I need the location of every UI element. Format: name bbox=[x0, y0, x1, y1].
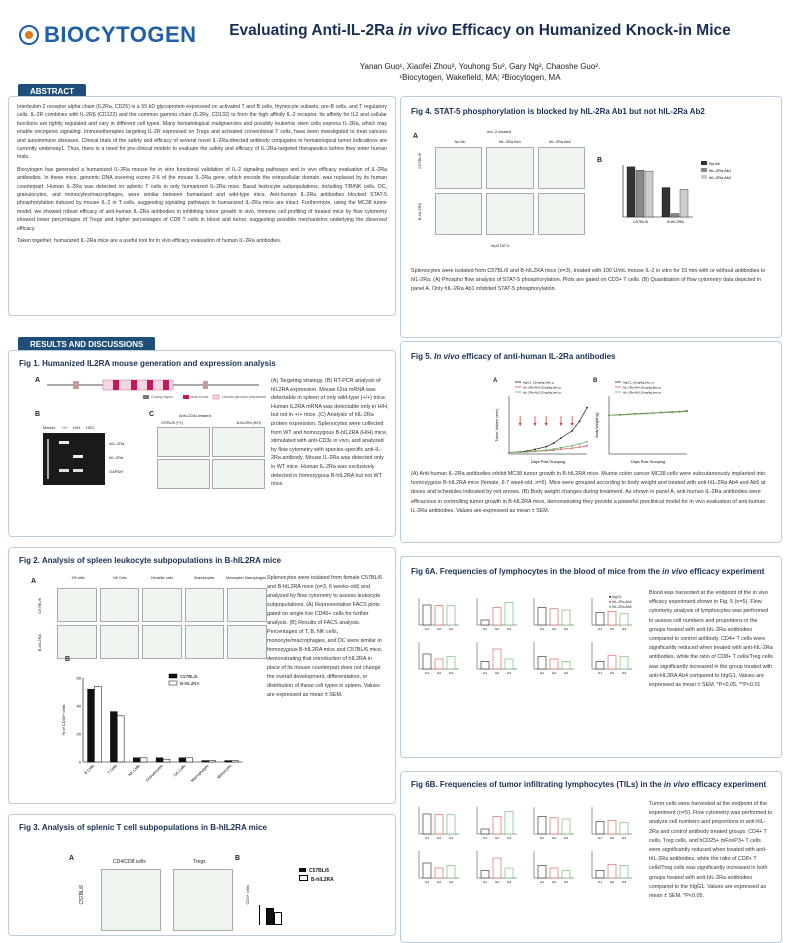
bar bbox=[671, 214, 679, 217]
data-point bbox=[619, 414, 621, 416]
data-point bbox=[571, 447, 573, 449]
group-label: G2 bbox=[494, 627, 499, 631]
category-label: DC Cells bbox=[173, 763, 187, 778]
fig3-title: Fig 3. Analysis of splenic T cell subpopulations in B-hIL2RA mice bbox=[19, 823, 267, 832]
bar bbox=[232, 761, 239, 762]
fig4-panel-b-label: B bbox=[597, 157, 603, 164]
group-label: G1 bbox=[424, 671, 430, 675]
fig3-row-label: C57BL/6 bbox=[79, 885, 85, 905]
y-tick-label: 60 bbox=[76, 675, 81, 681]
data-point bbox=[571, 430, 573, 432]
fig5-panel-a-label: A bbox=[493, 378, 498, 384]
fig2-caption: Splenocytes were isolated from female C57BL/6 and B-hIL2RA mice (n=3, 6 weeks-old) and analyzed by flow cytometry to assess leukocyte subpopulations. (A) Representative FACS plots gated on single live CD45+ cells for further analysis. (B) Results of FACS analysis. Percentages of T, B, NK cells, monocyte/macrophages, and DC were similar in homozygous B-hIL2RA mice and C57BL/6 mice, demonstrating that introduction of hIL2RA in place of its mouse counterpart does not change the overall development, differentiation, or distribution of these cell types in spleen. Values are expressed as mean ± SEM. bbox=[267, 575, 383, 698]
group-label: G1 bbox=[424, 627, 430, 631]
fig1-panel-a-label: A bbox=[35, 377, 41, 384]
legend-label: hIL-2Ra Ab5,10mg/kg,biw,i.p. bbox=[523, 390, 563, 395]
fig5-body-weight-chart bbox=[593, 376, 693, 468]
dosing-arrowhead bbox=[534, 423, 537, 426]
abstract-panel bbox=[8, 96, 396, 316]
bar bbox=[562, 871, 570, 879]
group-label: G3 bbox=[506, 627, 511, 631]
authors: Yanan Guo¹, Xiaofei Zhou², Youhong Su², Gary Ng², Chaoshe Guo². bbox=[359, 62, 601, 71]
legend-swatch bbox=[701, 168, 707, 172]
authors-block bbox=[180, 61, 780, 83]
group-label: G1 bbox=[424, 836, 430, 840]
group-label: G3 bbox=[506, 880, 511, 884]
data-point bbox=[508, 452, 510, 454]
mini-bar-chart bbox=[584, 639, 634, 677]
group-label: G2 bbox=[494, 836, 499, 840]
flow-plot bbox=[142, 588, 182, 622]
group-label: G2 bbox=[494, 671, 499, 675]
legend-label: hIgG1, 10mg/kg,biw,i.p. bbox=[623, 380, 655, 385]
fig6b-caption: Tumor cells were harvested at the endpoint of the experiment (n=5). Flow cytometry was performed to analyze cell numbers and proportions in anti-hIL-2Ra and control antibody treated groups. CD4+ T cells, Treg cells, and hCD25+ mFoxP3+ T cells were significantly reduced when treated with anti-hIL-2Ra antibodies, while the ratio of CD8+ T cells/Treg cells was significantly increased in both groups treated with anti-hIL-2Ra antibodies compared to the hIgG1. Values are expressed as mean ± SEM. *P<0.05, bbox=[649, 801, 773, 900]
group-label: G2 bbox=[551, 836, 557, 840]
bar bbox=[209, 761, 216, 762]
fig1-gel-row-labels: mIL-2Ra hIL-2Ra GAPDH bbox=[109, 441, 125, 474]
bar bbox=[596, 822, 604, 835]
data-point bbox=[653, 412, 655, 414]
y-tick-label: 40 bbox=[76, 703, 81, 709]
data-point bbox=[660, 412, 662, 414]
abstract-p2: Biocytogen has generated a humanized IL-2Ra mouse for in vitro functional validation of IL-2 signaling pathways and in vivo efficacy evaluation of IL-2Ra antibodies. In these mice, genomic DNA covering exons 2-6 of the mouse IL-2Ra gene, which encode the extracellular domain, was replaced by its human counterpart. Human IL-2Ra was detected on splenic T cells in only humanized IL-2Ra mice. Basal leukocyte subpopulations, including T/B/NK cells, DC, granulocytes, and monocytes/macrophages, were similar between humanized and wild-type mice. Anti-human IL-2Ra antibodies blocked STAT-5 phosphorylation induced by mouse IL-2 in T cells, suggesting signaling pathways in humanized IL-2Ra mice are intact. Furthermore, using the MC38 tumor model, we showed robust efficacy of anti-human IL-2Ra antibodies in inhibiting tumor growth in vivo. Immune cell profiling of treated mice by flow cytometry showed lower percentages of Tregs and higher percentages of CD8 T cells in blood and tumor, suggesting possible mechanisms underlying the observed efficacy. bbox=[17, 166, 387, 232]
group-label: G2 bbox=[609, 836, 614, 840]
biocytogen-logo-icon bbox=[18, 24, 40, 46]
logo-text: BIOCYTOGEN bbox=[44, 22, 197, 47]
mini-bar-chart bbox=[526, 639, 576, 677]
fig2-row-label-2: B-hIL2RA bbox=[37, 634, 42, 652]
bar bbox=[562, 662, 570, 670]
fig3-bar-area bbox=[259, 905, 290, 925]
group-label: G3 bbox=[448, 836, 454, 840]
fig3-bar bbox=[266, 908, 274, 925]
group-label: G3 bbox=[563, 836, 569, 840]
group-label: G3 bbox=[563, 880, 569, 884]
bar bbox=[481, 662, 489, 670]
fig5-panel-b-label: B bbox=[593, 378, 598, 384]
fig3-label-tregs: Tregs bbox=[193, 859, 206, 865]
affiliations: ¹Biocytogen, Wakefield, MA; ²Biocytogen, MA bbox=[399, 73, 561, 82]
y-tick-label: 0 bbox=[78, 759, 81, 765]
category-label: Granulocytes bbox=[145, 763, 164, 783]
bar bbox=[645, 171, 653, 217]
fig4-title: Fig 4. STAT-5 phosphorylation is blocked by hIL-2Ra Ab1 but not hIL-2Ra Ab2 bbox=[411, 107, 705, 116]
flow-plot bbox=[185, 625, 225, 659]
bar bbox=[636, 170, 644, 217]
bar bbox=[225, 761, 232, 762]
group-label: G1 bbox=[539, 671, 545, 675]
fig6b-panel bbox=[400, 771, 782, 943]
dosing-arrowhead bbox=[560, 423, 563, 426]
group-label: G1 bbox=[597, 627, 602, 631]
category-label: C57BL/6 bbox=[633, 220, 648, 224]
data-point bbox=[553, 442, 555, 444]
bar bbox=[423, 605, 431, 625]
fig2-row-label-1: C57BL/6 bbox=[37, 598, 42, 614]
fig5-title: Fig 5. In vivo efficacy of anti-human IL-2Ra antibodies bbox=[411, 352, 616, 361]
bar bbox=[505, 603, 513, 626]
fig1-flow-col-labels: C57BL/6 (+/+) B-hIL2RA (H/H) bbox=[161, 421, 261, 425]
bar bbox=[110, 712, 117, 762]
group-label: G1 bbox=[597, 880, 602, 884]
bar bbox=[620, 823, 628, 834]
group-label: G2 bbox=[436, 627, 442, 631]
flow-plot bbox=[486, 193, 533, 235]
fig4-col-labels: No Ab hIL-2Ra Ab1 hIL-2Ra Ab2 bbox=[454, 139, 572, 144]
bar bbox=[447, 606, 455, 625]
bar bbox=[620, 657, 628, 670]
data-point bbox=[534, 450, 536, 452]
mini-bar-chart bbox=[526, 848, 576, 886]
data-point bbox=[579, 420, 581, 422]
bar bbox=[481, 620, 489, 625]
data-point bbox=[586, 441, 588, 443]
bar bbox=[435, 606, 443, 626]
bar bbox=[680, 189, 688, 217]
group-label: G3 bbox=[448, 880, 454, 884]
bar bbox=[493, 649, 501, 669]
flow-plot bbox=[100, 588, 140, 622]
y-axis-label: % of CD45+ cells bbox=[61, 704, 66, 736]
fig2-panel-a-label: A bbox=[31, 578, 37, 585]
flow-plot bbox=[157, 427, 210, 457]
data-point bbox=[560, 437, 562, 439]
bar bbox=[88, 689, 95, 762]
bar bbox=[620, 614, 628, 625]
bar bbox=[596, 662, 604, 670]
bar bbox=[620, 866, 628, 879]
data-point bbox=[553, 448, 555, 450]
mini-bar-chart bbox=[469, 639, 519, 677]
poster-title: Evaluating Anti-IL-2Ra in vivo Efficacy on Humanized Knock-in Mice bbox=[229, 22, 731, 39]
fig4-panel bbox=[400, 96, 782, 338]
group-label: G2 bbox=[436, 671, 442, 675]
bar bbox=[662, 188, 670, 217]
y-axis-label: Body Weight (g) bbox=[595, 412, 599, 438]
bar bbox=[505, 868, 513, 878]
flow-plot bbox=[538, 193, 585, 235]
y-tick-label: 20 bbox=[76, 731, 81, 737]
fig5-caption: (A) Anti-human IL-2Ra antibodies inhibit MC38 tumor growth in B-hIL2RA mice. Murine colon cancer MC38 cells were subcutaneously implanted into homozygous B-hIL2RA mice (female, 6-7 week-old, n=5). Mice were grouped according to body weight and treated with anti-hIL-2Ra Ab4 and Ab5 at doses and schedules indicated by red arrows. (B) Body weight changes during treatment. As shown in panel A, anti-human IL-2Ra antibodies were efficacious in controlling tumor growth in B-hIL2RA mice, demonstrating they provide a powerful preclinical model for in vivo evaluation of anti-human IL-2Ra antibodies. Values are expressed as mean ± SEM. bbox=[411, 471, 766, 514]
fig3-panel-b-label: B bbox=[235, 855, 241, 862]
category-label: B Cells bbox=[83, 763, 96, 776]
legend-swatch bbox=[169, 681, 177, 685]
bar bbox=[156, 758, 163, 762]
data-point bbox=[686, 410, 688, 412]
bar bbox=[538, 608, 546, 626]
group-label: G2 bbox=[436, 836, 442, 840]
data-point bbox=[527, 451, 529, 453]
fig4-subheader: mIL-2-treated bbox=[487, 129, 512, 134]
group-label: G1 bbox=[482, 880, 487, 884]
bar bbox=[608, 820, 616, 834]
group-label: G3 bbox=[621, 836, 626, 840]
data-point bbox=[634, 413, 636, 415]
fig1-flow-title: Anti-CD3ε-treated bbox=[179, 413, 211, 418]
fig2-panel bbox=[8, 547, 396, 804]
flow-plot bbox=[57, 588, 97, 622]
fig6b-mini-chart-grid bbox=[411, 804, 635, 886]
group-label: G1 bbox=[424, 880, 430, 884]
bar bbox=[179, 758, 186, 762]
legend-label: hIL-2Ra Ab4,10mg/kg,biw,i.p. bbox=[623, 385, 663, 390]
flow-plot bbox=[227, 588, 267, 622]
mini-bar-chart bbox=[469, 848, 519, 886]
logo bbox=[18, 22, 197, 48]
fig3-panel bbox=[8, 814, 396, 936]
flow-plot bbox=[212, 427, 265, 457]
bar bbox=[163, 759, 170, 762]
results-heading: RESULTS AND DISCUSSIONS bbox=[18, 337, 155, 352]
bar bbox=[505, 812, 513, 835]
fig6a-caption: Blood was harvested at the endpoint of the in vivo efficacy experiment shown in Fig. 5 (n=5). Flow cytometry analysis of lymphocytes was performed to assess cell numbers and proportions in the groups treated with anti-hIL-2Ra antibodies compared to control antibody. CD4+ T cells were significantly reduced when treated with anti-hIL-2Ra antibodies, while the ratio of CD8+ T cells/Treg cells was significantly increased in the group treated with anti-hIL2RA Ab4 compared to hIgG1. Values are expressed as mean ± SEM. *P<0.05, **P<0.01 bbox=[649, 590, 773, 689]
flow-plot bbox=[142, 625, 182, 659]
group-label: G1 bbox=[597, 671, 602, 675]
mini-bar-chart bbox=[411, 595, 461, 633]
fig6a-mini-chart-grid bbox=[411, 595, 635, 677]
fig6a-legend: ■ hIgG1 ■ hIL-2Ra Ab4 ■ hIL-2Ra Ab5 bbox=[609, 595, 632, 609]
bar bbox=[423, 814, 431, 834]
bar bbox=[608, 864, 616, 878]
bar bbox=[423, 654, 431, 669]
mini-bar-chart bbox=[584, 848, 634, 886]
bar bbox=[550, 659, 558, 669]
bar bbox=[435, 815, 443, 835]
data-point bbox=[545, 446, 547, 448]
mini-bar-chart bbox=[469, 595, 519, 633]
fig3-legend: C57BL/6 B-hIL2RA bbox=[299, 867, 334, 884]
legend-swatch bbox=[701, 161, 707, 165]
legend-label: hIL-2Ra Ab5,10mg/kg,biw,i.p. bbox=[623, 390, 663, 395]
mini-bar-chart bbox=[411, 639, 461, 677]
fig4-xlabel: mpSTAT-5 bbox=[491, 243, 510, 248]
fig1-panel bbox=[8, 350, 396, 537]
fig6b-title: Fig 6B. Frequencies of tumor infiltrating lymphocytes (TILs) in the in vivo efficacy experiment bbox=[411, 780, 767, 789]
bar bbox=[562, 819, 570, 834]
bar bbox=[447, 866, 455, 879]
fig2-flow-col-labels: T/B cells NK Cells Dendritic cells Granulocytes Monocytes/ Macrophages bbox=[71, 576, 267, 580]
abstract-heading: ABSTRACT bbox=[18, 84, 86, 99]
flow-plot bbox=[486, 147, 533, 189]
bar bbox=[550, 609, 558, 625]
fig3-label-cd4cd8: CD4/CD8 cells bbox=[113, 859, 146, 865]
category-label: Macrophages bbox=[190, 763, 210, 783]
category-label: NK Cells bbox=[127, 763, 141, 778]
fig6a-title: Fig 6A. Frequencies of lymphocytes in the blood of mice from the in vivo efficacy experiment bbox=[411, 567, 765, 576]
bar bbox=[493, 608, 501, 626]
group-label: G3 bbox=[563, 627, 569, 631]
bar bbox=[550, 868, 558, 878]
fig5-tumor-volume-chart bbox=[493, 376, 593, 468]
group-label: G2 bbox=[551, 671, 557, 675]
bar bbox=[117, 716, 124, 762]
fig6a-panel bbox=[400, 556, 782, 758]
abstract-p1: Interleukin-2 receptor alpha chain (IL2Ra, CD25) is a 55 kD glycoprotein expressed on activated T and B cells, thymocyte subsets, pre-B cells, and T regulatory cells. IL-2R combines with IL-2Rβ (CD122) and the common gamma chain (IL2Rγ, CD132) to form the high affinity IL-2 receptor. Its affinity for IL2 and cellular functions are tightly regulated and vary in different cell types. Many hematological malignancies and possibly leukemic stem cells express IL-2Ra, which may enable oncogenic signaling. Immunotherapies targeting IL-2R expressed on Tregs and activated conventional T cells, have been investigated to treat cancers and autoimmune diseases. Clinical trials of the safety and efficacy of several novel IL-2Ra-directed antibody conjugates in hematological tumor indications are currently underway1. Thus, there is a need for pre-clinical models to evaluate the safety and efficacy of IL-2Ra-targeted therapeutics before they enter human trials. bbox=[17, 104, 387, 161]
fig2-panel-b-label: B bbox=[65, 656, 71, 663]
fig4-caption: Splenocytes were isolated from C57BL/6 and B-hIL2RA mice (n=3), treated with 100 U/mL mouse IL-2 in vitro for 15 min with or without antibodies to hIL-2Ra. (A) Phospho flow analysis of STAT-5 phosphorylation. Plots are gated on CD3+ T cells. (B) Quantitation of flow cytometry data depicted in panel A. Only hIL-2Ra Ab1 inhibited STAT-5 phosphorylation. bbox=[411, 268, 766, 293]
bar bbox=[447, 815, 455, 834]
dosing-arrowhead bbox=[519, 423, 522, 426]
bar bbox=[447, 657, 455, 670]
bar bbox=[133, 758, 140, 762]
group-label: G3 bbox=[448, 627, 454, 631]
flow-plot bbox=[185, 588, 225, 622]
fig4-row-label-2: B-hIL2RA bbox=[417, 203, 422, 221]
dosing-arrowhead bbox=[545, 423, 548, 426]
group-label: G2 bbox=[494, 880, 499, 884]
mini-bar-chart bbox=[411, 804, 461, 842]
group-label: G1 bbox=[539, 880, 545, 884]
data-point bbox=[679, 411, 681, 413]
fig1-panel-b-label: B bbox=[35, 411, 41, 418]
group-label: G2 bbox=[609, 671, 614, 675]
category-label: B-hIL2RA bbox=[667, 220, 684, 224]
group-label: G3 bbox=[563, 671, 569, 675]
bar bbox=[493, 817, 501, 835]
data-point bbox=[627, 414, 629, 416]
fig2-bar-chart bbox=[59, 666, 259, 796]
category-label: Monocytes bbox=[216, 763, 233, 780]
group-label: G3 bbox=[506, 671, 511, 675]
flow-plot bbox=[157, 459, 210, 489]
data-point bbox=[645, 413, 647, 415]
mini-bar-chart bbox=[411, 848, 461, 886]
fig1-panel-c-label: C bbox=[149, 411, 155, 418]
flow-plot bbox=[538, 147, 585, 189]
series-line bbox=[509, 408, 587, 453]
data-point bbox=[571, 445, 573, 447]
dosing-arrowhead bbox=[571, 423, 574, 426]
group-label: G2 bbox=[609, 627, 614, 631]
group-label: G1 bbox=[482, 671, 487, 675]
flow-plot bbox=[57, 625, 97, 659]
group-label: G1 bbox=[539, 836, 545, 840]
flow-plot bbox=[227, 625, 267, 659]
data-point bbox=[560, 448, 562, 450]
category-label: T Cells bbox=[106, 763, 118, 776]
bar bbox=[140, 758, 147, 762]
bar bbox=[186, 758, 193, 762]
legend-label: hIL-2Ra Ab4,10mg/kg,biw,i.p. bbox=[523, 385, 563, 390]
data-point bbox=[579, 446, 581, 448]
legend-label: No Ab bbox=[709, 161, 720, 166]
fig4-panel-a-label: A bbox=[413, 133, 419, 140]
data-point bbox=[519, 451, 521, 453]
bar bbox=[493, 858, 501, 878]
legend-label: hIL-2Ra Ab2 bbox=[709, 175, 732, 180]
bar bbox=[562, 610, 570, 625]
fig4-flow-grid bbox=[435, 147, 585, 235]
bar bbox=[538, 866, 546, 879]
data-point bbox=[586, 445, 588, 447]
bar bbox=[505, 659, 513, 669]
fig3-panel-a-label: A bbox=[69, 855, 75, 862]
bar bbox=[94, 686, 101, 762]
group-label: G3 bbox=[621, 671, 626, 675]
bar bbox=[608, 611, 616, 625]
group-label: G3 bbox=[621, 627, 626, 631]
legend-label: C57BL/6 bbox=[180, 674, 198, 679]
mini-bar-chart bbox=[526, 804, 576, 842]
abstract-p3: Taken together, humanized IL-2Ra mice are a useful tool for in vivo efficacy evaluation of human IL-2Ra antibodies. bbox=[17, 238, 282, 245]
legend-swatch bbox=[169, 674, 177, 678]
data-point bbox=[545, 449, 547, 451]
flow-plot bbox=[435, 193, 482, 235]
bar bbox=[435, 868, 443, 878]
data-point bbox=[534, 448, 536, 450]
fig1-gel-lane-labels: Marker +/+ H/H H2O bbox=[43, 425, 95, 430]
data-point bbox=[608, 414, 610, 416]
group-label: G3 bbox=[448, 671, 454, 675]
group-label: G3 bbox=[621, 880, 626, 884]
mini-bar-chart bbox=[469, 804, 519, 842]
group-label: G1 bbox=[539, 627, 545, 631]
fig4-row-label-1: C57BL/6 bbox=[417, 153, 422, 169]
fig2-title: Fig 2. Analysis of spleen leukocyte subpopulations in B-hIL2RA mice bbox=[19, 556, 282, 565]
flow-plot bbox=[212, 459, 265, 489]
flow-plot bbox=[100, 625, 140, 659]
y-axis-label: Tumor Volume (mm³) bbox=[495, 408, 499, 442]
bar bbox=[538, 657, 546, 670]
data-point bbox=[579, 443, 581, 445]
group-label: G2 bbox=[436, 880, 442, 884]
fig1-caption: (A) Targeting strategy. (B) RT-PCR analysis of hIL2RA expression. Mouse Il2ra mRNA was detectable in spleen of only wild-type (+/+) mice. Human IL2RA mRNA was detectable only in H/H, but not in +/+ mice. (C) Analysis of hIL-2Ra protein expression. Splenocytes were collected from WT and homozygous B-hIL2RA (H/H) mice, stimulated with anti-CD3ε in vivo, and analyzed by flow cytometry with species-specific anti-IL-2Ra antibody. Mouse IL-2Ra was detected only in WT mice. Human IL-2Ra was exclusively detected in homozygous B-hIL2RA but not WT mice. bbox=[271, 378, 389, 488]
group-label: G2 bbox=[609, 880, 614, 884]
fig1-diagram-legend: Coding region Human exons Human genomic sequences bbox=[151, 395, 266, 399]
legend-label: hIgG1, 10mg/kg,biw,i.p. bbox=[523, 380, 555, 385]
flow-plot bbox=[435, 147, 482, 189]
bar bbox=[435, 659, 443, 669]
legend-label: hIL-2Ra Ab1 bbox=[709, 168, 732, 173]
fig5-panel bbox=[400, 341, 782, 543]
mini-bar-chart bbox=[526, 595, 576, 633]
fig1-title: Fig 1. Humanized IL2RA mouse generation and expression analysis bbox=[19, 359, 276, 368]
bar bbox=[481, 829, 489, 834]
group-label: G3 bbox=[506, 836, 511, 840]
bar bbox=[550, 818, 558, 834]
group-label: G2 bbox=[551, 627, 557, 631]
x-axis-label: Days Post Grouping bbox=[631, 460, 665, 464]
fig4-bar-chart bbox=[607, 157, 747, 227]
group-label: G1 bbox=[482, 627, 487, 631]
bar bbox=[596, 613, 604, 626]
bar bbox=[423, 863, 431, 878]
group-label: G1 bbox=[597, 836, 602, 840]
fig3-ylabel: CD3+ cells bbox=[245, 885, 250, 905]
bar bbox=[202, 761, 209, 762]
fig2-flow-grid bbox=[57, 588, 267, 659]
fig1-flow-grid bbox=[157, 427, 265, 489]
group-label: G2 bbox=[551, 880, 557, 884]
mini-bar-chart bbox=[584, 804, 634, 842]
bar bbox=[538, 817, 546, 835]
data-point bbox=[560, 447, 562, 449]
bar bbox=[481, 871, 489, 879]
x-axis-label: Days Post Grouping bbox=[531, 460, 565, 464]
data-point bbox=[671, 411, 673, 413]
legend-label: B-hIL2RA bbox=[180, 681, 200, 686]
fig1-gel-image bbox=[43, 433, 105, 485]
bar bbox=[596, 871, 604, 879]
fig3-bar bbox=[274, 912, 282, 925]
group-label: G1 bbox=[482, 836, 487, 840]
bar bbox=[608, 655, 616, 669]
legend-swatch bbox=[701, 175, 707, 179]
data-point bbox=[586, 407, 588, 409]
bar bbox=[627, 167, 635, 217]
